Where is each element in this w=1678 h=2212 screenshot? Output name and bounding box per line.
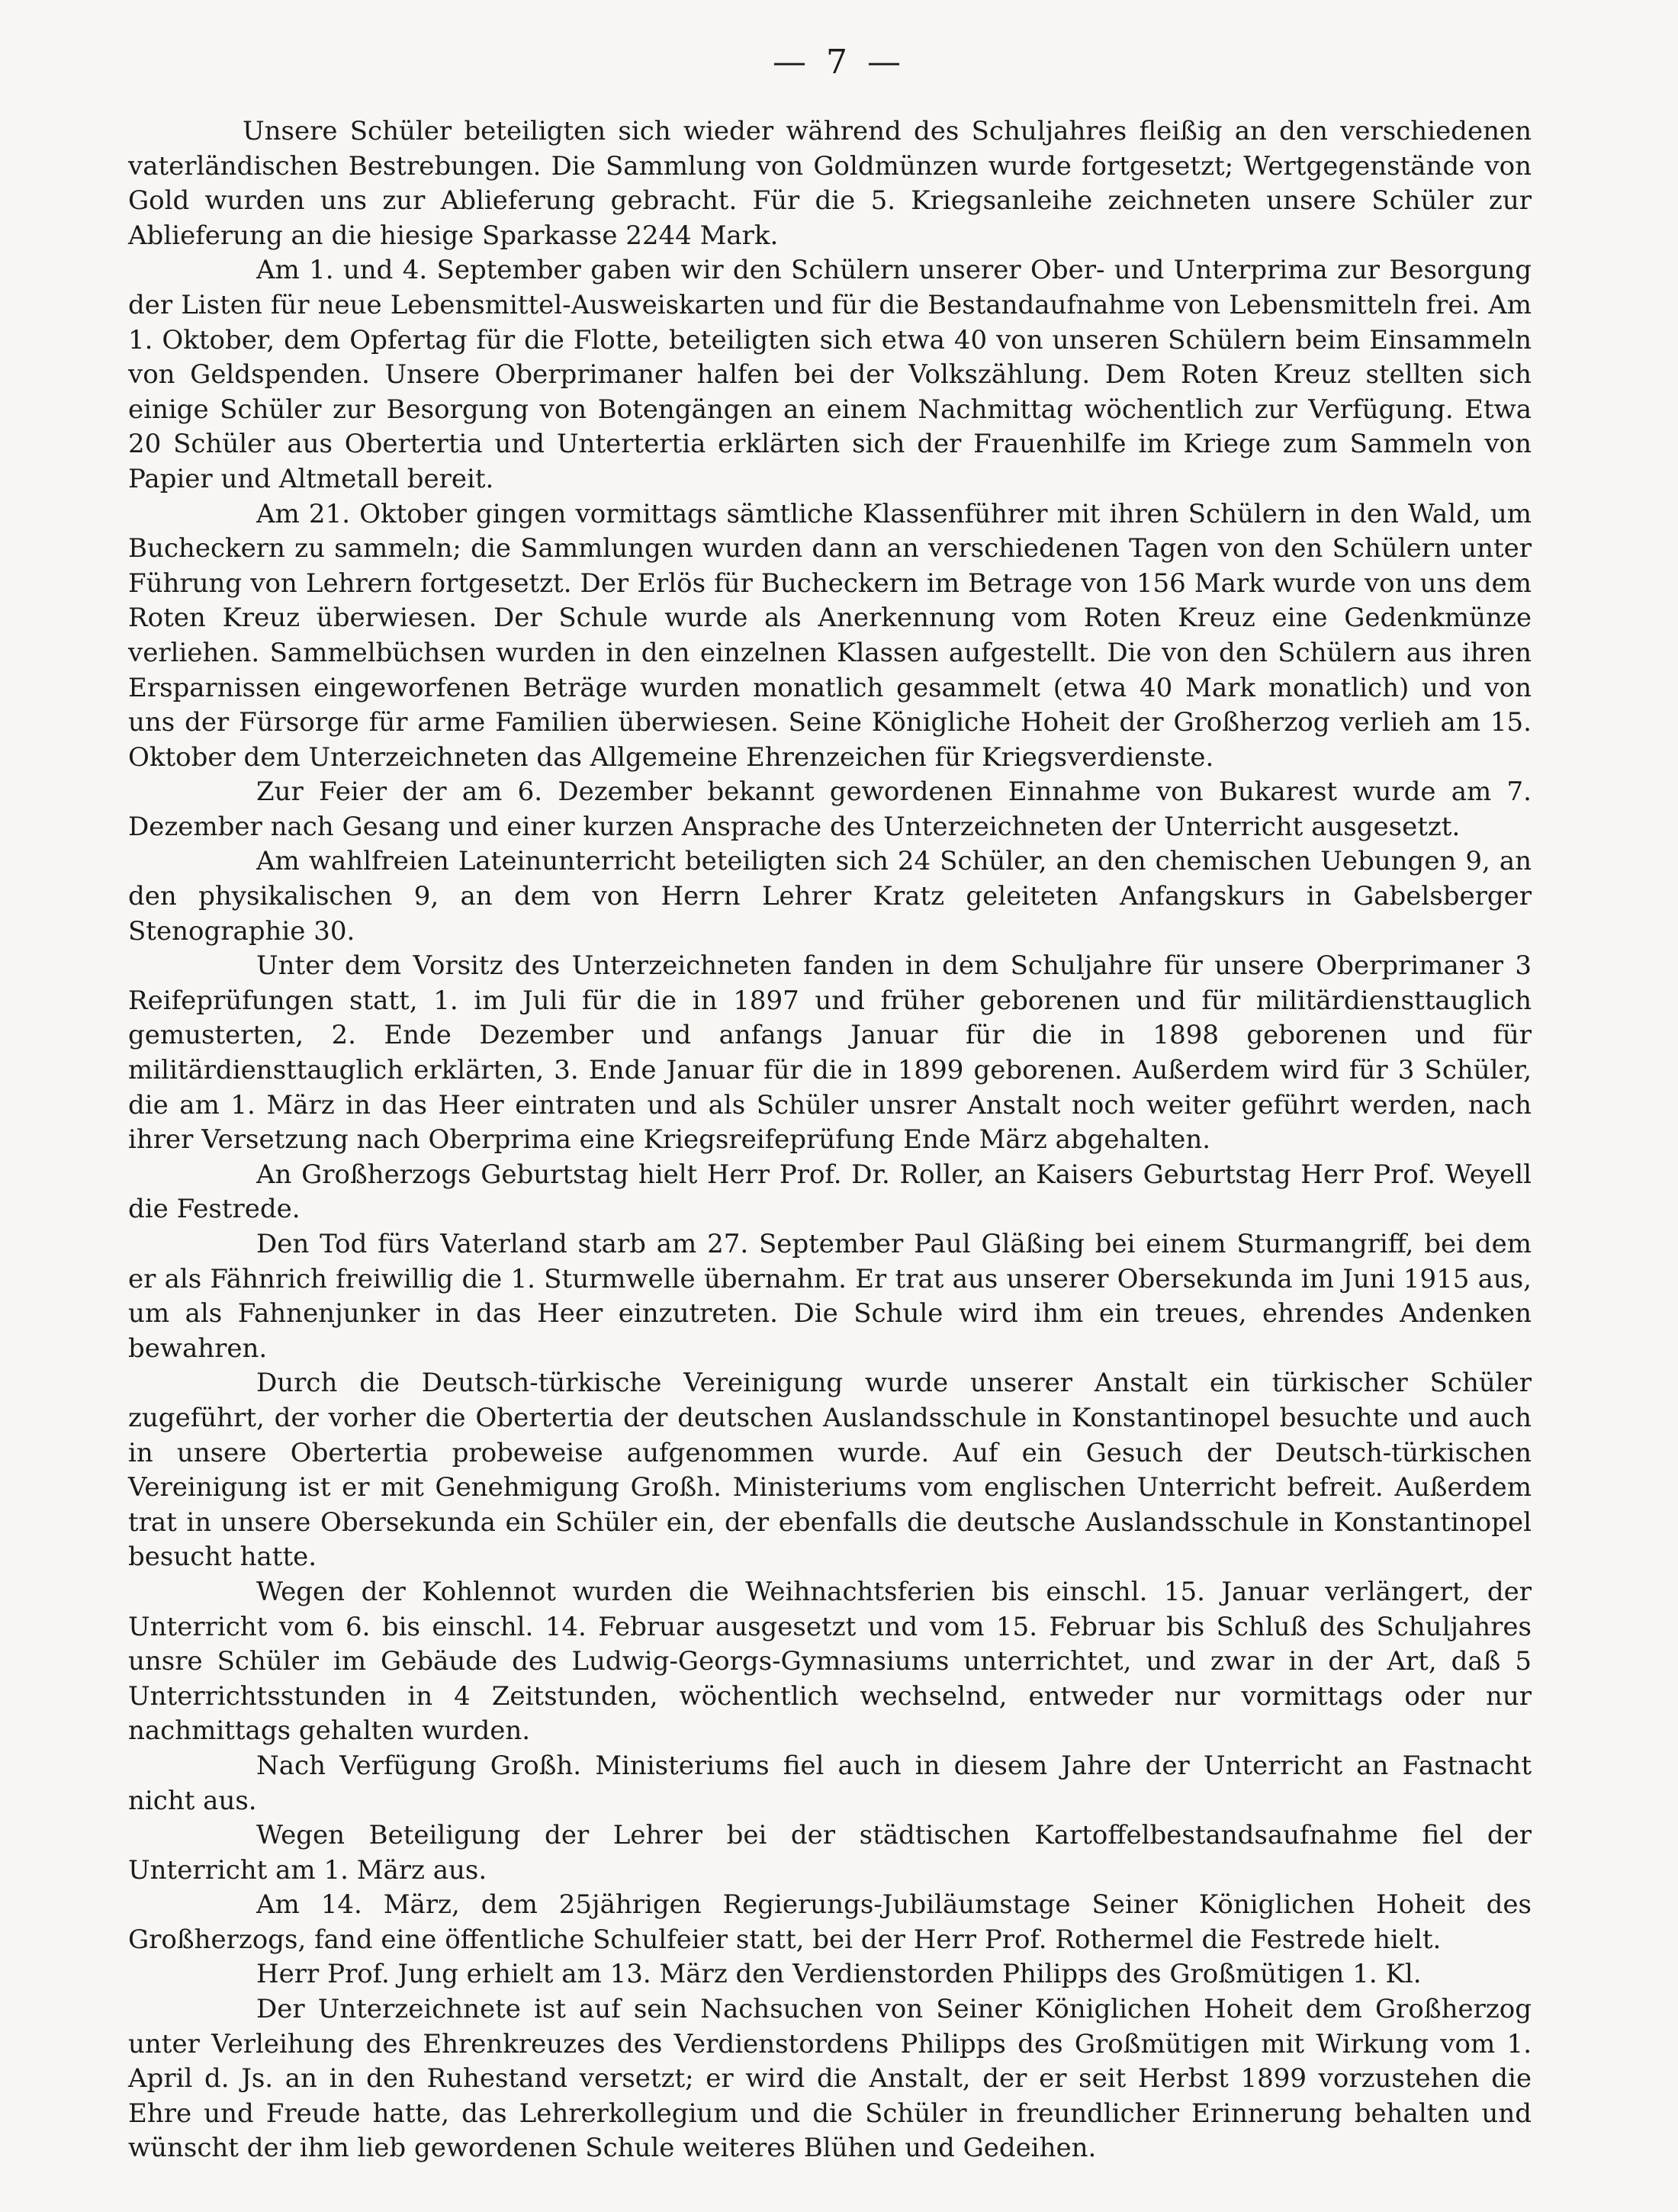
paragraph-final-exams: Unter dem Vorsitz des Unterzeichneten fanden in dem Schuljahre für unsere Oberprimaner 3 Reifeprüfungen statt, 1. im Juli für die in 1897 und früher geborenen und für militärdiensttauglich gemusterten, 2. Ende Dezember und anfangs Januar für die in 1898 geborenen und für militärdiensttauglich erklärten, 3. Ende Januar für die in 1899 geborenen. Außerdem wird für 3 Schüler, die am 1. März in das Heer eintraten und als Schüler unsrer Anstalt noch weiter geführt werden, nach ihrer Versetzung nach Oberprima eine Kriegsreifeprüfung Ende März abgehalten.	[128, 950, 1532, 1156]
paragraph-coal-shortage: Wegen der Kohlennot wurden die Weihnachtsferien bis einschl. 15. Januar verlängert, der Unterricht vom 6. bis einschl. 14. Februar ausgesetzt und vom 15. Februar bis Schluß des Schuljahres unsre Schüler im Gebäude des Ludwig-Georgs-Gymnasiums unterrichtet, und zwar in der Art, daß 5 Unterrichtsstunden in 4 Zeitstunden, wöchentlich wechselnd, entweder nur vormittags oder nur nachmittags gehalten wurden.	[128, 1576, 1532, 1747]
body-text	[128, 114, 1532, 2166]
page-number: — 7 —	[773, 43, 905, 82]
paragraph-beechnut-collection: Am 21. Oktober gingen vormittags sämtliche Klassenführer mit ihren Schülern in den Wald, um Bucheckern zu sammeln; die Sammlungen wurden dann an verschiedenen Tagen von den Schülern unter Führung von Lehrern fortgesetzt. Der Erlös für Bucheckern im Betrage von 156 Mark wurde von uns dem Roten Kreuz überwiesen. Der Schule wurde als Anerkennung vom Roten Kreuz eine Gedenkmünze verliehen. Sammelbüchsen wurden in den einzelnen Klassen aufgestellt. Die von den Schülern aus ihren Ersparnissen eingeworfenen Beträge wurden monatlich gesammelt (etwa 40 Mark monatlich) und von uns der Fürsorge für arme Familien überwiesen. Seine Königliche Hoheit der Großherzog verlieh am 15. Oktober dem Unterzeichneten das Allgemeine Ehrenzeichen für Kriegsverdienste.	[128, 498, 1532, 773]
paragraph-fallen-student: Den Tod fürs Vaterland starb am 27. September Paul Gläßing bei einem Sturmangriff, bei dem er als Fähnrich freiwillig die 1. Sturmwelle übernahm. Er trat aus unserer Obersekunda im Juni 1915 aus, um als Fahnenjunker in das Heer einzutreten. Die Schule wird ihm ein treues, ehrendes Andenken bewahren.	[128, 1229, 1532, 1364]
paragraph-bucharest-celebration: Zur Feier der am 6. Dezember bekannt gewordenen Einnahme von Bukarest wurde am 7. Dezember nach Gesang und einer kurzen Ansprache des Unterzeichneten der Unterricht ausgesetzt.	[128, 776, 1532, 842]
paragraph-potato-census: Wegen Beteiligung der Lehrer bei der städtischen Kartoffelbestandsaufnahme fiel der Unterricht am 1. März aus.	[128, 1820, 1532, 1886]
paragraph-september-october-activities: Am 1. und 4. September gaben wir den Schülern unserer Ober- und Unterprima zur Besorgung der Listen für neue Lebensmittel-Ausweiskarten und für die Bestandaufnahme von Lebensmitteln frei. Am 1. Oktober, dem Opfertag für die Flotte, beteiligten sich etwa 40 von unseren Schülern beim Einsammeln von Geldspenden. Unsere Oberprimaner halfen bei der Volkszählung. Dem Roten Kreuz stellten sich einige Schüler zur Besorgung von Botengängen an einem Nachmittag wöchentlich zur Verfügung. Etwa 20 Schüler aus Obertertia und Untertertia erklärten sich der Frauenhilfe im Kriege zum Sammeln von Papier und Altmetall bereit.	[128, 255, 1532, 494]
paragraph-patriotic-efforts: Unsere Schüler beteiligten sich wieder während des Schuljahres fleißig an den verschiedenen vaterländischen Bestrebungen. Die Sammlung von Goldmünzen wurde fortgesetzt; Wertgegenstände von Gold wurden uns zur Ablieferung gebracht. Für die 5. Kriegsanleihe zeichneten unsere Schüler zur Ablieferung an die hiesige Sparkasse 2244 Mark.	[128, 116, 1532, 251]
paragraph-retirement: Der Unterzeichnete ist auf sein Nachsuchen von Seiner Königlichen Hoheit dem Großherzog unter Verleihung des Ehrenkreuzes des Verdienstordens Philipps des Großmütigen mit Wirkung vom 1. April d. Js. an in den Ruhestand versetzt; er wird die Anstalt, der er seit Herbst 1899 vorzustehen die Ehre und Freude hatte, das Lehrerkollegium und die Schüler in freundlicher Erinnerung behalten und wünscht der ihm lieb gewordenen Schule weiteres Blühen und Gedeihen.	[128, 1994, 1532, 2164]
paragraph-carnival: Nach Verfügung Großh. Ministeriums fiel auch in diesem Jahre der Unterricht an Fastnacht nicht aus.	[128, 1750, 1532, 1816]
paragraph-turkish-students: Durch die Deutsch-türkische Vereinigung wurde unserer Anstalt ein türkischer Schüler zugeführt, der vorher die Obertertia der deutschen Auslandsschule in Konstantinopel besuchte und auch in unsere Obertertia probeweise aufgenommen wurde. Auf ein Gesuch der Deutsch-türkischen Vereinigung ist er mit Genehmigung Großh. Ministeriums vom englischen Unterricht befreit. Außerdem trat in unsere Obersekunda ein Schüler ein, der ebenfalls die deutsche Auslandsschule in Konstantinopel besucht hatte.	[128, 1368, 1532, 1573]
paragraph-optional-courses: Am wahlfreien Lateinunterricht beteiligten sich 24 Schüler, an den chemischen Uebungen 9, an den physikalischen 9, an dem von Herrn Lehrer Kratz geleiteten Anfangskurs in Gabelsberger Stenographie 30.	[128, 846, 1532, 947]
paragraph-jubilee: Am 14. März, dem 25jährigen Regierungs-Jubiläumstage Seiner Königlichen Hoheit des Großherzogs, fand eine öffentliche Schulfeier statt, bei der Herr Prof. Rothermel die Festrede hielt.	[128, 1889, 1532, 1955]
paragraph-order-award: Herr Prof. Jung erhielt am 13. März den Verdienstorden Philipps des Großmütigen 1. Kl.	[256, 1959, 1422, 1990]
paragraph-birthday-speeches: An Großherzogs Geburtstag hielt Herr Prof. Dr. Roller, an Kaisers Geburtstag Herr Prof. Weyell die Festrede.	[128, 1159, 1532, 1225]
